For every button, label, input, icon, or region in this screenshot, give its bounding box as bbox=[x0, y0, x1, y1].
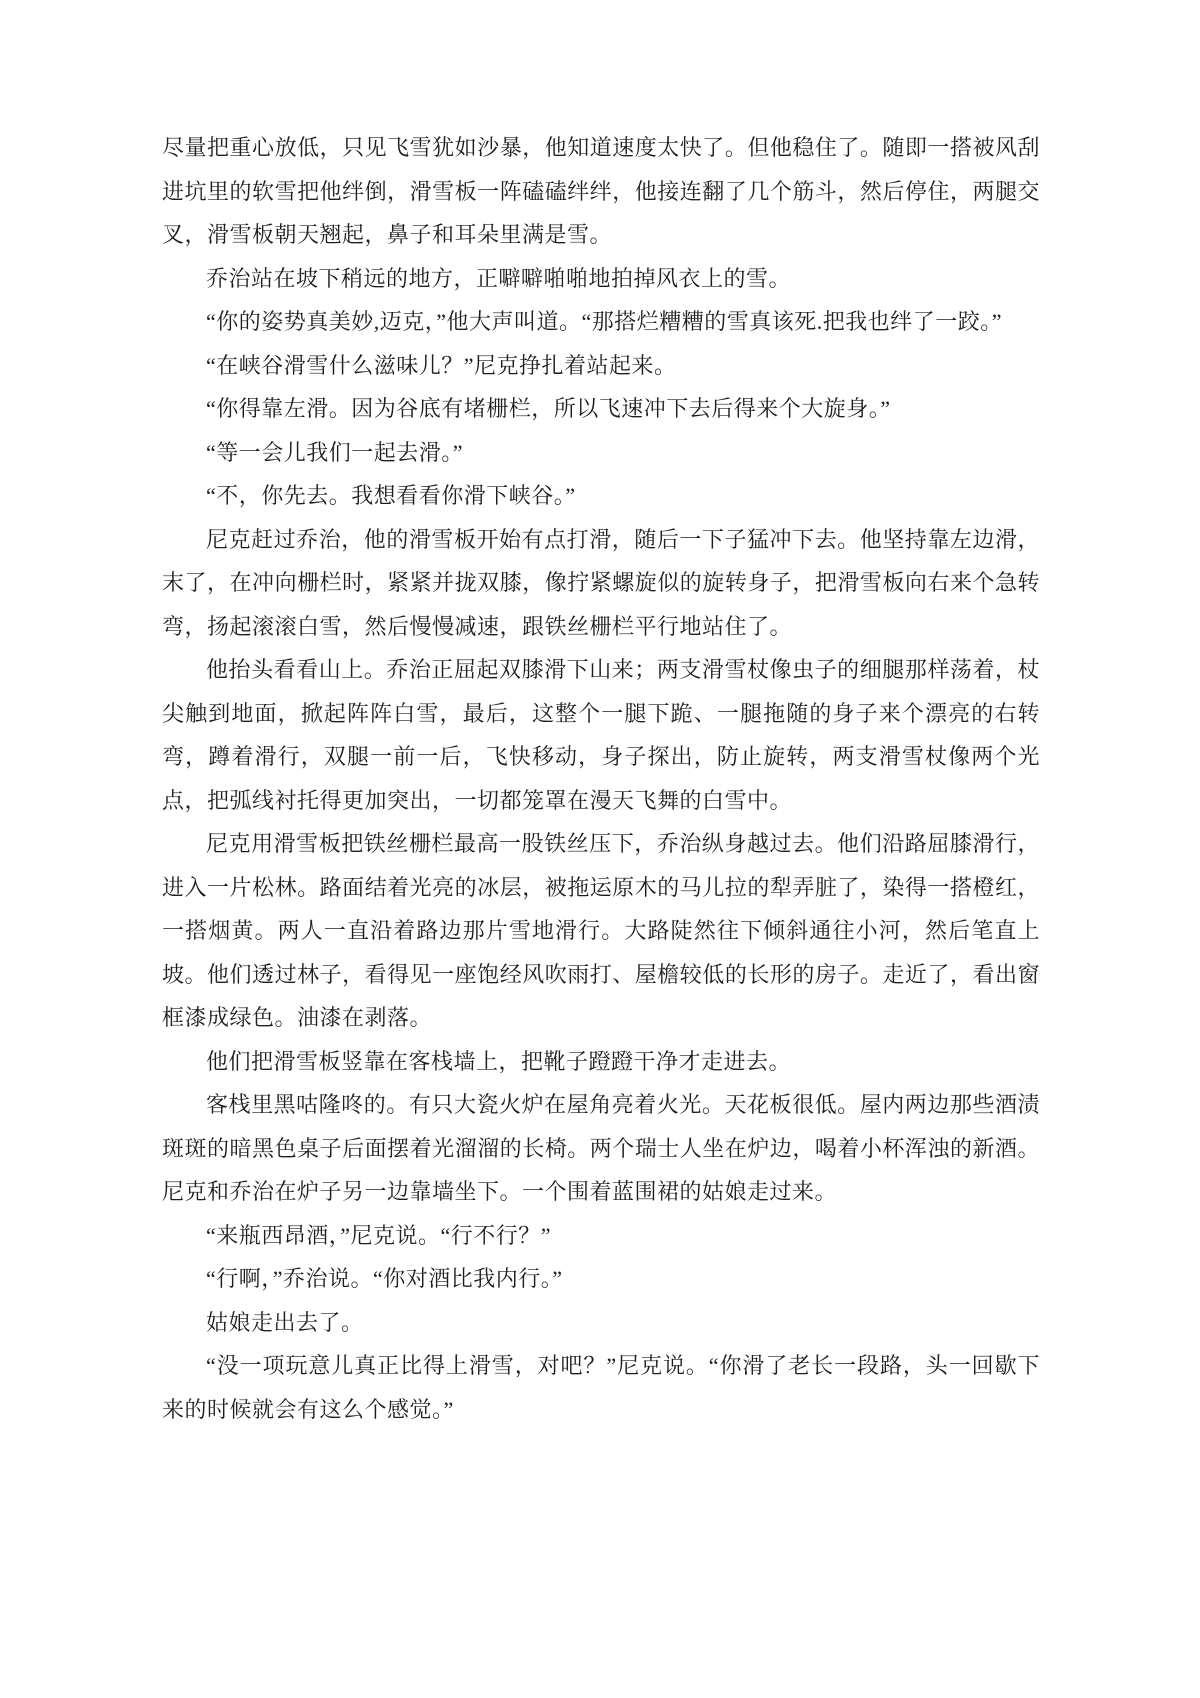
paragraph: “行啊，”乔治说。“你对酒比我内行。” bbox=[206, 1266, 563, 1291]
paragraph: 尼克赶过乔治，他的滑雪板开始有点打滑，随后一下子猛冲下去。他坚持靠左边滑，末了，在冲向栅栏时，紧紧并拢双膝，像拧紧螺旋似的旋转身子，把滑雪板向右来个急转弯，扬起滚滚白雪，然后慢慢减速，跟铁丝栅栏平行地站住了。 bbox=[162, 526, 1040, 639]
paragraph: 尼克用滑雪板把铁丝栅栏最高一股铁丝压下，乔治纵身越过去。他们沿路屈膝滑行，进入一片松林。路面结着光亮的冰层，被拖运原木的马儿拉的犁弄脏了，染得一搭橙红，一搭烟黄。两人一直沿着路边那片雪地滑行。大路陡然往下倾斜通往小河，然后笔直上坡。他们透过林子，看得见一座饱经风吹雨打、屋檐较低的长形的房子。走近了，看出窗框漆成绿色。油漆在剥落。 bbox=[162, 831, 1040, 1030]
paragraph: “你得靠左滑。因为谷底有堵栅栏，所以飞速冲下去后得来个大旋身。” bbox=[206, 396, 891, 421]
paragraph: 乔治站在坡下稍远的地方，正噼噼啪啪地拍掉风衣上的雪。 bbox=[206, 265, 792, 291]
paragraph: “等一会儿我们一起去滑。” bbox=[206, 439, 464, 465]
paragraph: “在峡谷滑雪什么滋味儿？”尼克挣扎着站起来。 bbox=[206, 352, 677, 378]
paragraph: 客栈里黑咕隆咚的。有只大瓷火炉在屋角亮着火光。天花板很低。屋内两边那些酒渍斑斑的暗黑色桌子后面摆着光溜溜的长椅。两个瑞士人坐在炉边，喝着小杯浑浊的新酒。尼克和乔治在炉子另一边靠墙坐下。一个围着蓝围裙的姑娘走过来。 bbox=[162, 1092, 1040, 1204]
paragraph: “没一项玩意儿真正比得上滑雪，对吧？”尼克说。“你滑了老长一段路，头一回歇下来的时候就会有这么个感觉。” bbox=[162, 1353, 1040, 1422]
paragraph: 姑娘走出去了。 bbox=[206, 1309, 364, 1335]
paragraph: 尽量把重心放低，只见飞雪犹如沙暴，他知道速度太快了。但他稳住了。随即一搭被风刮进坑里的软雪把他绊倒，滑雪板一阵磕磕绊绊，他接连翻了几个筋斗，然后停住，两腿交叉，滑雪板朝天翘起，鼻子和耳朵里满是雪。 bbox=[162, 135, 1040, 247]
document-content bbox=[162, 126, 1040, 1431]
paragraph: 他们把滑雪板竖靠在客栈墙上，把靴子蹬蹬干净才走进去。 bbox=[206, 1048, 792, 1074]
paragraph: “来瓶西昂酒，”尼克说。“行不行？” bbox=[206, 1222, 552, 1248]
paragraph: 他抬头看看山上。乔治正屈起双膝滑下山来；两支滑雪杖像虫子的细腿那样荡着，杖尖触到地面，掀起阵阵白雪，最后，这整个一腿下跪、一腿拖随的身子来个漂亮的右转弯，蹲着滑行，双腿一前一后，飞快移动，身子探出，防止旋转，两支滑雪杖像两个光点，把弧线衬托得更加突出，一切都笼罩在漫天飞舞的白雪中。 bbox=[162, 657, 1040, 813]
paragraph: “你的姿势真美妙,迈克，”他大声叫道。“那搭烂糟糟的雪真该死.把我也绊了一跤。” bbox=[206, 309, 1003, 334]
paragraph: “不，你先去。我想看看你滑下峡谷。” bbox=[206, 483, 576, 508]
